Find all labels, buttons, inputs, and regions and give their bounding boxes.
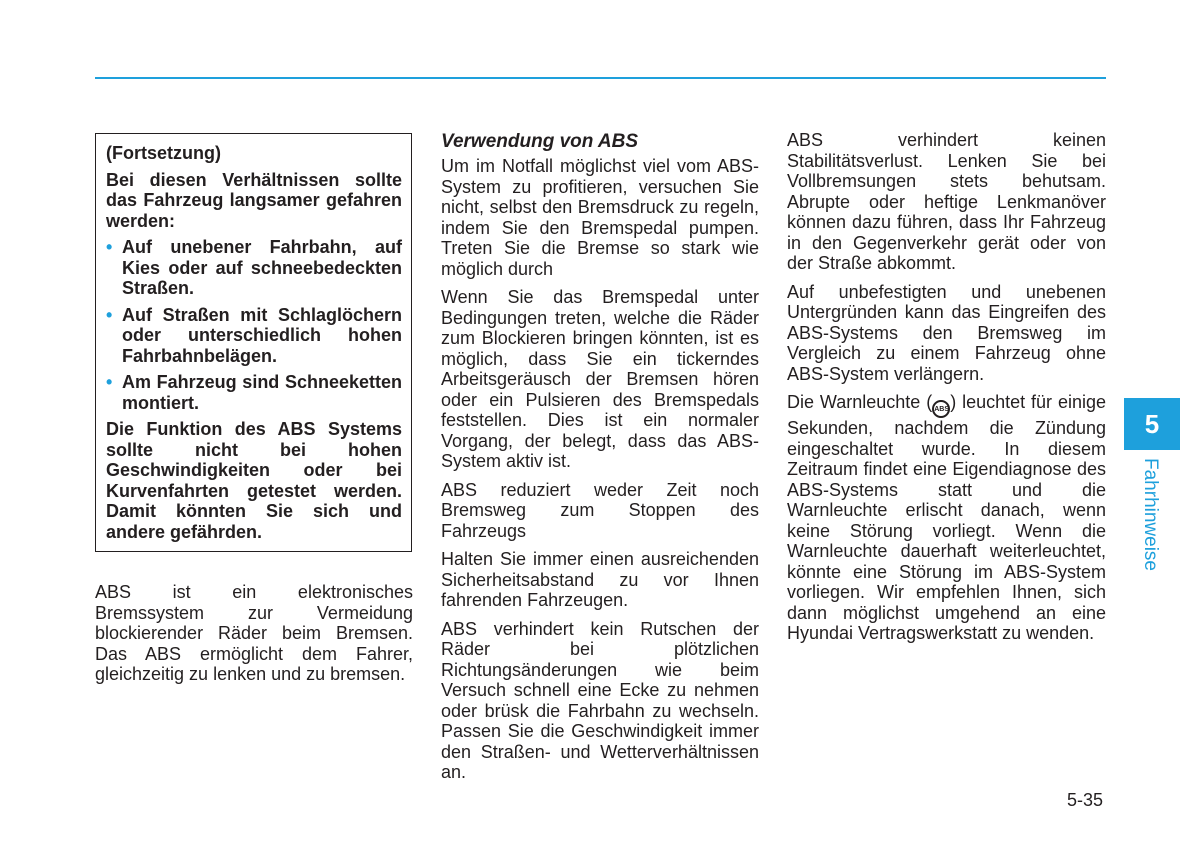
section-heading: Verwendung von ABS — [441, 131, 639, 152]
paragraph: Um im Notfall möglichst viel vom ABS-System zu profitieren, versuchen Sie nicht, selbst den Bremsdruck zu regeln, indem Sie den Bremspedal pumpen. Treten Sie die Bremse so stark wie möglich durch — [441, 156, 759, 279]
page-number: 5-35 — [1067, 790, 1104, 810]
abs-warning-light-icon: ABS — [932, 400, 950, 418]
warning-list-item: • Am Fahrzeug sind Schneeketten montiert. — [106, 372, 402, 413]
warning-light-paragraph: Die Warnleuchte ( ABS) leuchtet für einige Sekunden, nachdem die Zündung eingeschaltet wurde. In diesem Zeitraum findet eine Eigendiagnose des ABS-Systems statt und die Warnleuchte erlischt danach, wenn keine Störung vorliegt. Wenn die Warnleuchte dauerhaft weiterleuchtet, könnte eine Störung im ABS-System vorliegen. Wir empfehlen Ihnen, sich dann möglichst umgehend an eine Hyundai Vertragswerkstatt zu wenden. — [787, 392, 1107, 643]
paragraph: ABS reduziert weder Zeit noch Bremsweg zum Stoppen des Fahrzeugs — [441, 479, 759, 541]
bullet-icon: • — [106, 304, 113, 325]
warning-box — [95, 133, 412, 552]
warning-list-item: • Auf Straßen mit Schlaglöchern oder unterschiedlich hohen Fahrbahnbelägen. — [106, 304, 402, 366]
bullet-icon: • — [106, 372, 113, 392]
paragraph: ABS verhindert keinen Stabilitätsverlust. Lenken Sie bei Vollbremsungen stets behutsam. Abrupte oder heftige Lenkmanöver können dazu führen, dass Ihr Fahrzeug in den Gegenverkehr gerät oder von der Straße abkommt. — [787, 130, 1106, 273]
warning-list — [106, 237, 402, 413]
column-middle — [441, 130, 759, 783]
warning-list-item: • Auf unebener Fahrbahn, auf Kies oder auf schneebedeckten Straßen. — [106, 237, 402, 298]
bullet-icon: • — [106, 237, 113, 257]
warning-closing: Die Funktion des ABS Systems sollte nicht bei hohen Geschwindigkeiten oder bei Kurvenfahrten getestet werden. Damit könnten Sie sich und andere gefährden. — [106, 419, 402, 542]
warning-intro: Bei diesen Verhältnissen sollte das Fahrzeug langsamer gefahren werden: — [106, 169, 402, 231]
warning-heading: (Fortsetzung) — [106, 143, 221, 163]
paragraph: Auf unbefestigten und unebenen Untergründen kann das Eingreifen des ABS-Systems den Bremsweg im Vergleich zu einem Fahrzeug ohne ABS-System verlängern. — [787, 281, 1106, 384]
abs-intro-paragraph: ABS ist ein elektronisches Bremssystem zur Vermeidung blockierender Räder beim Bremsen. Das ABS ermöglicht dem Fahrer, gleichzeitig zu lenken und zu bremsen. — [95, 582, 413, 684]
paragraph: Halten Sie immer einen ausreichenden Sicherheitsabstand zu vor Ihnen fahrenden Fahrzeugen. — [441, 549, 759, 610]
paragraph: Wenn Sie das Bremspedal unter Bedingungen treten, welche die Räder zum Blockieren bringen könnten, ist es möglich, dass Sie ein tickerndes Arbeitsgeräusch der Bremsen hören oder ein Pulsieren des Bremspedals feststellen. Dies ist ein normaler Vorgang, der belegt, dass das ABS-System aktiv ist. — [441, 287, 759, 471]
header-rule — [95, 77, 1106, 79]
paragraph: ABS verhindert kein Rutschen der Räder bei plötzlichen Richtungsänderungen wie beim Versuch schnell eine Ecke zu nehmen oder brüsk die Fahrbahn zu wechseln. Passen Sie die Geschwindigkeit immer den Straßen- und Wetterverhältnissen an. — [441, 618, 759, 782]
chapter-title-text: Fahrhinweise — [1140, 458, 1161, 571]
chapter-number-tab: 5 — [1124, 398, 1180, 450]
column-right — [787, 130, 1106, 644]
column-left-text — [95, 582, 413, 685]
